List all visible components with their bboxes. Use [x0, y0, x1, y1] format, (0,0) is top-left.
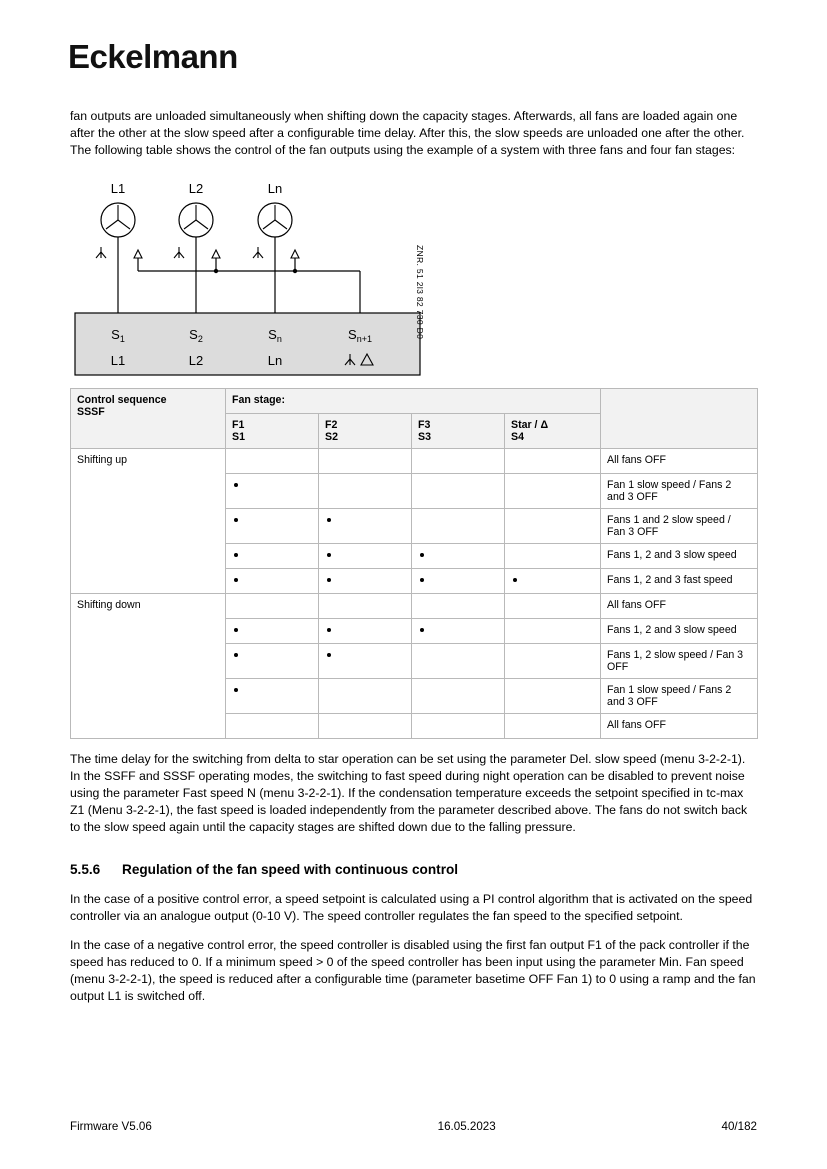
- table-row: [71, 594, 758, 619]
- brand-logo: Eckelmann: [68, 38, 238, 75]
- cell-star-delta: [505, 619, 601, 644]
- state-dot: [234, 483, 238, 487]
- cell-f3: [412, 544, 505, 569]
- svg-text:L1: L1: [110, 353, 126, 368]
- cell-f1: [226, 594, 319, 619]
- state-dot: [327, 578, 331, 582]
- cell-star-delta: [505, 474, 601, 509]
- state-dot: [234, 578, 238, 582]
- cell-f2: [319, 679, 412, 714]
- cell-f3: [412, 569, 505, 594]
- fan-wiring-diagram: [70, 173, 470, 378]
- svg-text:S1: $S_1$: [111, 327, 125, 344]
- cell-f3: [412, 619, 505, 644]
- state-dot: [513, 578, 517, 582]
- cell-f1: [226, 714, 319, 739]
- cell-f2: [319, 509, 412, 544]
- state-dot: [327, 553, 331, 557]
- state-dot: [420, 578, 424, 582]
- cell-description: Fans 1, 2 slow speed / Fan 3 OFF: [601, 644, 758, 679]
- cell-f3: [412, 644, 505, 679]
- table-body: [71, 449, 758, 739]
- state-dot: [234, 688, 238, 692]
- table-header: [71, 389, 758, 449]
- cell-star-delta: [505, 449, 601, 474]
- cell-f1: [226, 679, 319, 714]
- cell-f3: [412, 679, 505, 714]
- section-title: Regulation of the fan speed with continuous control: [122, 862, 459, 877]
- cell-f1: [226, 619, 319, 644]
- cell-f3: [412, 509, 505, 544]
- svg-text:L2: L2: [188, 181, 204, 196]
- state-dot: [234, 628, 238, 632]
- svg-text:L1: L1: [110, 181, 126, 196]
- cell-f1: [226, 544, 319, 569]
- state-dot: [234, 518, 238, 522]
- cell-f1: [226, 449, 319, 474]
- cell-description: All fans OFF: [601, 449, 758, 474]
- cell-f2: [319, 619, 412, 644]
- cell-description: Fans 1, 2 and 3 slow speed: [601, 619, 758, 644]
- cell-description: All fans OFF: [601, 594, 758, 619]
- cell-f2: [319, 544, 412, 569]
- header-stage-f1: F1 S1: [226, 414, 319, 449]
- header-fan-stage: Fan stage:: [226, 389, 601, 414]
- control-sequence-table: [70, 388, 758, 739]
- cell-f2: [319, 449, 412, 474]
- cell-star-delta: [505, 544, 601, 569]
- header-stage-star-delta: Star / Δ S4: [505, 414, 601, 449]
- state-dot: [327, 653, 331, 657]
- svg-text:Sn+1: $S_{n+1}$: [348, 327, 372, 344]
- table-header-row-1: [71, 389, 758, 414]
- paragraph-1: In the case of a positive control error, a speed setpoint is calculated using a PI control algorithm that is activated on the speed controller via an analogue output (0-10 V). The speed controller regulates the fan speed to the specified setpoint.: [70, 892, 753, 923]
- group-label-shifting-up: Shifting up: [71, 449, 226, 594]
- state-dot: [327, 518, 331, 522]
- group-label-shifting-down: Shifting down: [71, 594, 226, 739]
- cell-f1: [226, 644, 319, 679]
- cell-description: Fan 1 slow speed / Fans 2 and 3 OFF: [601, 679, 758, 714]
- page-footer: [70, 1120, 757, 1133]
- cell-f3: [412, 594, 505, 619]
- cell-description: All fans OFF: [601, 714, 758, 739]
- cell-star-delta: [505, 569, 601, 594]
- cell-f2: [319, 474, 412, 509]
- state-dot: [420, 628, 424, 632]
- section-number: 5.5.6: [70, 862, 101, 877]
- cell-star-delta: [505, 714, 601, 739]
- cell-f3: [412, 474, 505, 509]
- state-dot: [327, 628, 331, 632]
- cell-description: Fans 1 and 2 slow speed / Fan 3 OFF: [601, 509, 758, 544]
- drawing-id-label: ZNR. 51 2l3 82 730 D0: [415, 245, 425, 340]
- cell-f1: [226, 474, 319, 509]
- intro-paragraph: fan outputs are unloaded simultaneously when shifting down the capacity stages. Afterwards, all fans are loaded again one after the other at the slow speed after a configurable time delay. After this, the slow speeds are unloaded one after the other. The following table shows the control of the fan outputs using the example of a system with three fans and four fan stages:: [70, 109, 745, 157]
- svg-text:Ln: Ln: [267, 353, 283, 368]
- cell-description: Fans 1, 2 and 3 slow speed: [601, 544, 758, 569]
- cell-f2: [319, 714, 412, 739]
- svg-text:S2: $S_2$: [189, 327, 203, 344]
- cell-f1: [226, 569, 319, 594]
- after-table-paragraph: The time delay for the switching from delta to star operation can be set using the parameter Del. slow speed (menu 3-2-2-1). In the SSFF and SSSF operating modes, the switching to fast speed during night operation can be disabled to prevent noise using the parameter Fast speed N (menu 3-2-2-1). If the condensation temperature exceeds the setpoint specified in tc-max Z1 (Menu 3-2-2-1), the fast speed is loaded independently from the parameter described above. The fans do not switch back to the slow speed again until the capacity stages are shifted down due to the falling pressure.: [70, 752, 748, 834]
- header-stage-f2: F2 S2: [319, 414, 412, 449]
- state-dot: [234, 653, 238, 657]
- header-description: [601, 389, 758, 449]
- paragraph-2: In the case of a negative control error, the speed controller is disabled using the first fan output F1 of the pack controller if the speed has reduced to 0. If a minimum speed > 0 of the speed controller has been input using the parameter Min. Fan speed (menu 3-2-2-1), the speed is reduced after a configurable time (parameter basetime OFF Fan 1) to 0 using a ramp and the fan output L1 is switched off.: [70, 938, 756, 1003]
- cell-f2: [319, 594, 412, 619]
- page-content: [70, 108, 757, 1017]
- state-dot: [234, 553, 238, 557]
- cell-f3: [412, 449, 505, 474]
- header-control-sequence: Control sequence SSSF: [71, 389, 226, 449]
- fan-diagram-svg: [70, 173, 470, 378]
- cell-star-delta: [505, 644, 601, 679]
- footer-page-number: 40/182: [721, 1120, 757, 1133]
- cell-description: Fan 1 slow speed / Fans 2 and 3 OFF: [601, 474, 758, 509]
- cell-star-delta: [505, 509, 601, 544]
- cell-description: Fans 1, 2 and 3 fast speed: [601, 569, 758, 594]
- cell-star-delta: [505, 679, 601, 714]
- svg-text:Ln: Ln: [267, 181, 283, 196]
- section-heading: [70, 862, 757, 877]
- footer-date: 16.05.2023: [437, 1120, 496, 1133]
- cell-f2: [319, 569, 412, 594]
- cell-star-delta: [505, 594, 601, 619]
- cell-f2: [319, 644, 412, 679]
- table-row: [71, 449, 758, 474]
- svg-text:L2: L2: [188, 353, 204, 368]
- footer-firmware: Firmware V5.06: [70, 1120, 152, 1133]
- state-dot: [420, 553, 424, 557]
- cell-f3: [412, 714, 505, 739]
- svg-text:Sn: $S_n$: [268, 327, 282, 344]
- cell-f1: [226, 509, 319, 544]
- header-stage-f3: F3 S3: [412, 414, 505, 449]
